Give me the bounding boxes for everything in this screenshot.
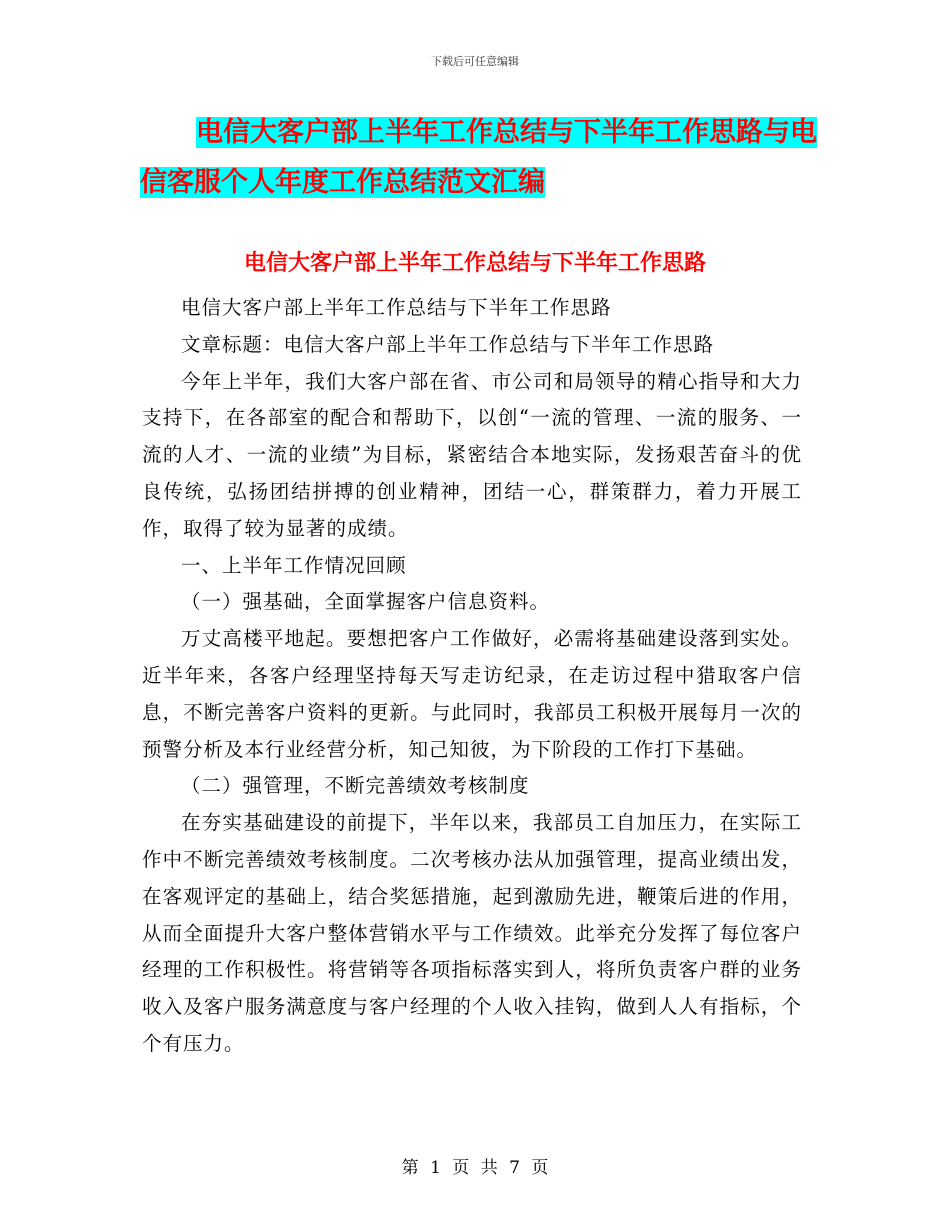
paragraph: 在夯实基础建设的前提下，半年以来，我部员工自加压力，在实际工作中不断完善绩效考核制度。二次考核办法从加强管理，提高业绩出发，在客观评定的基础上，结合奖惩措施，起到激励先进，鞭策后进的作用，从而全面提升大客户整体营销水平与工作绩效。此举充分发挥了每位客户经理的工作积极性。将营销等各项指标落实到人，将所负责客户群的业务收入及客户服务满意度与客户经理的个人收入挂钩，做到人人有指标，个个有压力。 [142, 811, 802, 1055]
page-number: 第 1 页 共 7 页 [401, 1158, 549, 1178]
paragraph: 文章标题：电信大客户部上半年工作总结与下半年工作思路 [181, 332, 715, 356]
paragraph-heading: 一、上半年工作情况回顾 [181, 553, 407, 577]
paragraph: 万丈高楼平地起。要想把客户工作做好，必需将基础建设落到实处。近半年来，各客户经理坚持每天写走访纪录，在走访过程中猎取客户信息，不断完善客户资料的更新。与此同时，我部员工积极开展每月一次的预警分析及本行业经营分析，知己知彼，为下阶段的工作打下基础。 [142, 627, 802, 761]
paragraph: 电信大客户部上半年工作总结与下半年工作思路 [181, 296, 612, 319]
section-title: 电信大客户部上半年工作总结与下半年工作思路 [243, 251, 706, 276]
paragraph-heading: （二）强管理，不断完善绩效考核制度 [181, 774, 530, 798]
document-title [140, 108, 820, 208]
document-body [142, 290, 802, 1063]
document-title-line-2: 信客服个人年度工作总结范文汇编 [140, 167, 545, 198]
paragraph: 今年上半年，我们大客户部在省、市公司和局领导的精心指导和大力支持下，在各部室的配合和帮助下，以创“一流的管理、一流的服务、一流的人才、一流的业绩”为目标，紧密结合本地实际，发扬艰苦奋斗的优良传统，弘扬团结拼搏的创业精神，团结一心，群策群力，着力开展工作，取得了较为显著的成绩。 [142, 369, 802, 540]
document-title-line-1: 电信大客户部上半年工作总结与下半年工作思路与电 [196, 117, 817, 148]
paragraph-heading: （一）强基础，全面掌握客户信息资料。 [181, 590, 551, 614]
header-note: 下载后可任意编辑 [431, 55, 519, 68]
